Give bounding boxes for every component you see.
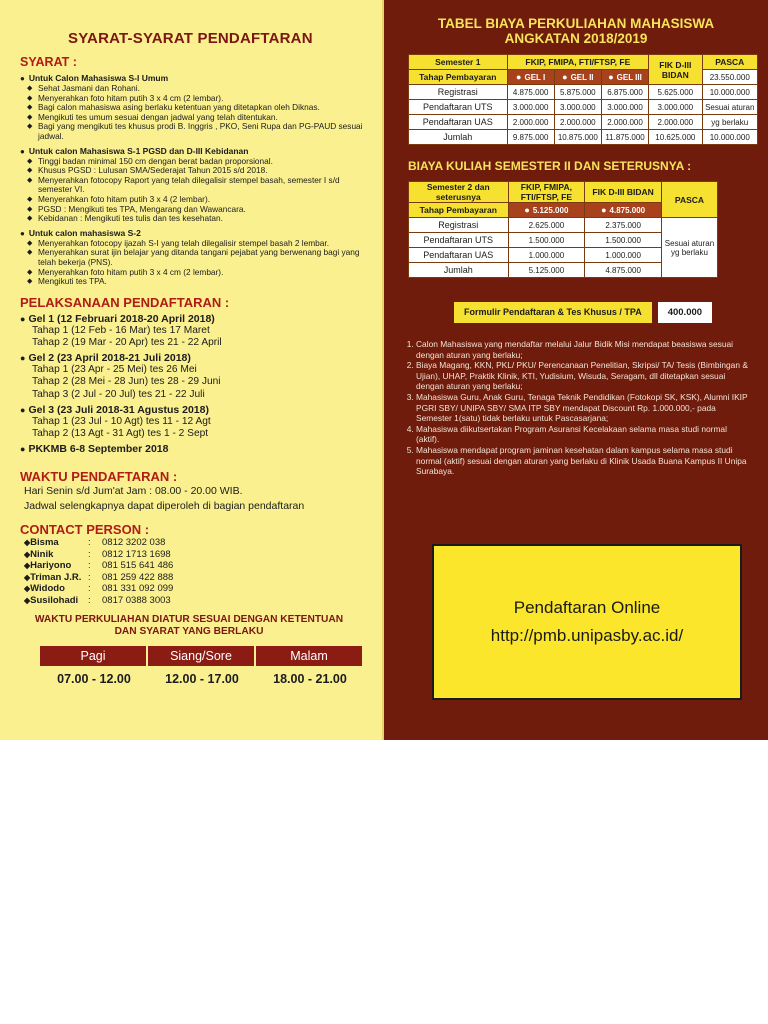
cell: 9.875.000 bbox=[507, 130, 554, 145]
cell: 3.000.000 bbox=[649, 100, 702, 115]
table-row bbox=[409, 130, 758, 145]
cell: 5.125.000 bbox=[508, 263, 585, 278]
cell: 2.000.000 bbox=[649, 115, 702, 130]
pasca-note bbox=[661, 218, 717, 278]
table-row bbox=[409, 100, 758, 115]
requirement-item: ◆ Mengikuti tes TPA. bbox=[20, 277, 368, 287]
cell: 6.875.000 bbox=[601, 85, 648, 100]
cell: 3.000.000 bbox=[507, 100, 554, 115]
semester2-fee-table bbox=[408, 181, 718, 278]
pasca-note-line: yg berlaku bbox=[671, 247, 708, 257]
col-pasca: PASCA bbox=[702, 55, 757, 70]
online-registration-link[interactable]: http://pmb.unipasby.ac.id/ bbox=[490, 626, 684, 645]
cell: 2.375.000 bbox=[585, 218, 662, 233]
fee-table-title-line: ANGKATAN 2018/2019 bbox=[504, 31, 648, 46]
gelombang-title: ● Gel 1 (12 Februari 2018-20 April 2018) bbox=[20, 313, 368, 325]
cell: 1.000.000 bbox=[585, 248, 662, 263]
lecture-time-note-line: WAKTU PERKULIAHAN DIATUR SESUAI DENGAN KETENTUAN bbox=[34, 614, 344, 626]
lecture-time-note-line: DAN SYARAT YANG BERLAKU bbox=[114, 626, 264, 638]
gelombang-title: ● Gel 3 (23 Juli 2018-31 Agustus 2018) bbox=[20, 404, 368, 416]
table-row bbox=[409, 85, 758, 100]
cell: 1.000.000 bbox=[508, 248, 585, 263]
pkkmb-title: ● PKKMB 6-8 September 2018 bbox=[20, 443, 368, 455]
note-item: 3. Mahasiswa Guru, Anak Guru, Tenaga Teknik Pendidikan (Fotokopi SK, KSK), Alumni IKIP PGRI SBY/ UNIPA SBY/ SMA ITP SBY mendapat Discount Rp. 1.000.000,- pada Semester 1(satu) tidak berlaku untuk Pascasarjana; bbox=[416, 392, 750, 424]
contact-row: ◆ Susilohadi : 0817 0388 3003 bbox=[20, 595, 368, 607]
requirement-item: ◆ Bagi calon mahasiswa asing berlaku ketentuan yang ditetapkan oleh Diknas. bbox=[20, 103, 368, 113]
online-registration-label: Pendaftaran Online bbox=[513, 598, 661, 617]
requirement-item: ◆ PGSD : Mengikuti tes TPA, Mengarang dan Wawancara. bbox=[20, 205, 368, 215]
fee-notes bbox=[406, 339, 750, 477]
contact-phone: 081 331 092 099 bbox=[102, 583, 174, 595]
requirement-item: ◆ Mengikuti tes umum sesuai dengan jadwal yang telah ditentukan. bbox=[20, 113, 368, 123]
semester-label: Semester 2 dan seterusnya bbox=[409, 182, 509, 203]
contact-phone: 0812 3202 038 bbox=[102, 537, 166, 549]
pasca-note-line: Sesuai aturan bbox=[664, 238, 715, 248]
contact-name: ◆ Triman J.R. bbox=[24, 572, 88, 584]
syarat-heading: SYARAT : bbox=[20, 55, 77, 69]
requirement-item: ◆ Khusus PGSD : Lulusan SMA/Sederajat Tahun 2015 s/d 2018. bbox=[20, 166, 368, 176]
requirement-item: ◆ Menyerahkan fotocopy ijazah S-I yang telah dilegalisir stempel basah 2 lembar. bbox=[20, 239, 368, 249]
gel-2-label: ● GEL II bbox=[554, 70, 601, 85]
tahap-line: Tahap 2 (13 Agt - 31 Agt) tes 1 - 2 Sept bbox=[32, 427, 209, 439]
col-fkip: FKIP, FMIPA, FTI/FTSP, FE bbox=[507, 55, 649, 70]
requirement-item: ◆ Menyerahkan foto hitam putih 3 x 4 cm (2 lembar). bbox=[20, 268, 368, 278]
contact-phone: 081 515 641 486 bbox=[102, 560, 174, 572]
tahap-label: Tahap Pembayaran bbox=[409, 70, 508, 85]
row-label: Pendaftaran UTS bbox=[409, 100, 508, 115]
schedule-label: Siang/Sore bbox=[148, 646, 256, 666]
requirement-item: ◆ Bagi yang mengikuti tes khusus prodi B. Inggris , PKO, Seni Rupa dan PG-PAUD sesuai jadwal. bbox=[20, 122, 368, 141]
cell: 5.625.000 bbox=[649, 85, 702, 100]
cell: 10.625.000 bbox=[649, 130, 702, 145]
contact-name: ◆ Bisma bbox=[24, 537, 88, 549]
note-item: 2. Biaya Magang, KKN, PKL/ PKU/ Perencanaan Penelitian, Skripsi/ TA/ Tesis (Bimbingan & Ujian), UHAP, Praktik Klinik, KTI, Yudisium, Wisuda, Seragam, dll ditetapkan sesuai dengan aturan yang berlaku; bbox=[416, 360, 750, 392]
cell: 4.875.000 bbox=[507, 85, 554, 100]
waktu-heading: WAKTU PENDAFTARAN : bbox=[20, 469, 178, 485]
contact-name: ◆ Susilohadi bbox=[24, 595, 88, 607]
online-registration-box bbox=[432, 544, 742, 700]
schedule-label: Pagi bbox=[40, 646, 148, 666]
requirement-item: ◆ Sehat Jasmani dan Rohani. bbox=[20, 84, 368, 94]
fee-table-title-line: TABEL BIAYA PERKULIAHAN MAHASISWA bbox=[437, 16, 715, 31]
cell: 2.000.000 bbox=[601, 115, 648, 130]
contact-name: ◆ Ninik bbox=[24, 549, 88, 561]
cell: 1.500.000 bbox=[508, 233, 585, 248]
left-panel bbox=[0, 0, 384, 740]
schedule-slot bbox=[256, 646, 364, 686]
table-row bbox=[409, 218, 718, 233]
contact-phone: 081 259 422 888 bbox=[102, 571, 174, 583]
pasca-total: 23.550.000 bbox=[702, 70, 757, 85]
row-label: Pendaftaran UAS bbox=[409, 115, 508, 130]
right-panel bbox=[384, 0, 768, 740]
tahap-line: Tahap 2 (28 Mei - 28 Jun) tes 28 - 29 Juni bbox=[32, 376, 221, 388]
group-heading: ● Untuk calon Mahasiswa S-1 PGSD dan D-III Kebidanan bbox=[20, 146, 368, 157]
gelombang-title: ● Gel 2 (23 April 2018-21 Juli 2018) bbox=[20, 352, 368, 364]
tahap-line: Tahap 1 (12 Feb - 16 Mar) tes 17 Maret bbox=[32, 324, 210, 336]
fkip-total: ● 5.125.000 bbox=[508, 203, 585, 218]
col-pasca: PASCA bbox=[661, 182, 717, 218]
requirement-item: ◆ Menyerahkan surat ijin belajar yang ditanda tangani pejabat yang berwenang bagi yang telah bekerja (PNS). bbox=[20, 248, 368, 267]
col-fik: FIK D-III BIDAN bbox=[585, 182, 662, 203]
semester-label: Semester 1 bbox=[409, 55, 508, 70]
waktu-hours: Hari Senin s/d Jum'at Jam : 08.00 - 20.00 WIB. bbox=[24, 485, 243, 498]
cell: 2.000.000 bbox=[554, 115, 601, 130]
cell: 11.875.000 bbox=[601, 130, 648, 145]
pelaksanaan-heading: PELAKSANAAN PENDAFTARAN : bbox=[20, 294, 230, 310]
contact-row: ◆ Bisma : 0812 3202 038 bbox=[20, 537, 368, 549]
tahap-line: Tahap 2 (19 Mar - 20 Apr) tes 21 - 22 April bbox=[32, 336, 222, 348]
requirement-item: ◆ Menyerahkan foto hitam putih 3 x 4 cm (2 lembar). bbox=[20, 94, 368, 104]
schedule-time: 18.00 - 21.00 bbox=[273, 672, 347, 687]
schedule-time: 07.00 - 12.00 bbox=[57, 672, 131, 687]
requirement-item: ◆ Menyerahkan foto hitam putih 3 x 4 (2 lembar). bbox=[20, 195, 368, 205]
note-item: 4. Mahasiswa diikutsertakan Program Asuransi Kecelakaan selama masa studi normal (aktif). bbox=[416, 424, 750, 445]
requirements-title: SYARAT-SYARAT PENDAFTARAN bbox=[68, 30, 313, 47]
cell: Sesuai aturan bbox=[702, 100, 757, 115]
cell: 3.000.000 bbox=[601, 100, 648, 115]
tahap-label: Tahap Pembayaran bbox=[409, 203, 509, 218]
form-fee-row bbox=[454, 302, 758, 323]
row-label: Pendaftaran UAS bbox=[409, 248, 509, 263]
note-item: 5. Mahasiswa mendapat program jaminan kesehatan dalam kampus selama masa studi normal (aktif) sesuai dengan aturan yang berlaku di Klinik Usada Buana Kampus II Unipa Surabaya. bbox=[416, 445, 750, 477]
requirement-item: ◆ Tinggi badan minimal 150 cm dengan berat badan proporsional. bbox=[20, 157, 368, 167]
waktu-schedule-note: Jadwal selengkapnya dapat diperoleh di bagian pendaftaran bbox=[24, 500, 305, 513]
lecture-time-note bbox=[20, 614, 368, 638]
table-row bbox=[409, 115, 758, 130]
contact-name: ◆ Hariyono bbox=[24, 560, 88, 572]
row-label: Pendaftaran UTS bbox=[409, 233, 509, 248]
row-label: Jumlah bbox=[409, 130, 508, 145]
cell: 5.875.000 bbox=[554, 85, 601, 100]
fee-table-title bbox=[394, 16, 758, 46]
form-fee-label: Formulir Pendaftaran & Tes Khusus / TPA bbox=[454, 302, 652, 323]
schedule-slot bbox=[40, 646, 148, 686]
contact-name: ◆ Widodo bbox=[24, 583, 88, 595]
schedule-time: 12.00 - 17.00 bbox=[165, 672, 239, 687]
cell: 2.625.000 bbox=[508, 218, 585, 233]
fik-total: ● 4.875.000 bbox=[585, 203, 662, 218]
group-heading: ● Untuk calon mahasiswa S-2 bbox=[20, 228, 368, 239]
semester1-fee-table bbox=[408, 54, 758, 145]
class-schedule bbox=[40, 646, 368, 686]
form-fee-value: 400.000 bbox=[658, 302, 712, 323]
row-label: Jumlah bbox=[409, 263, 509, 278]
contact-row: ◆ Triman J.R. : 081 259 422 888 bbox=[20, 572, 368, 584]
col-fkip: FKIP, FMIPA, FTI/FTSP, FE bbox=[508, 182, 585, 203]
group-heading: ● Untuk Calon Mahasiswa S-I Umum bbox=[20, 73, 368, 84]
row-label: Registrasi bbox=[409, 218, 509, 233]
cell: 3.000.000 bbox=[554, 100, 601, 115]
tahap-line: Tahap 1 (23 Jul - 10 Agt) tes 11 - 12 Agt bbox=[32, 415, 211, 427]
row-label: Registrasi bbox=[409, 85, 508, 100]
cell: 10.875.000 bbox=[554, 130, 601, 145]
cell: 2.000.000 bbox=[507, 115, 554, 130]
schedule-label: Malam bbox=[256, 646, 364, 666]
gel-1-label: ● GEL I bbox=[507, 70, 554, 85]
contact-phone: 0812 1713 1698 bbox=[102, 548, 171, 560]
note-item: 1. Calon Mahasiswa yang mendaftar melalui Jalur Bidik Misi mendapat beasiswa sesuai dengan aturan yang berlaku; bbox=[416, 339, 750, 360]
contact-row: ◆ Ninik : 0812 1713 1698 bbox=[20, 549, 368, 561]
contact-row: ◆ Hariyono : 081 515 641 486 bbox=[20, 560, 368, 572]
semester2-title: BIAYA KULIAH SEMESTER II DAN SETERUSNYA : bbox=[408, 159, 692, 173]
cell: 1.500.000 bbox=[585, 233, 662, 248]
cell: 10.000.000 bbox=[702, 85, 757, 100]
col-fik: FIK D-III BIDAN bbox=[649, 55, 702, 85]
contact-row: ◆ Widodo : 081 331 092 099 bbox=[20, 583, 368, 595]
contact-phone: 0817 0388 3003 bbox=[102, 594, 171, 606]
contact-heading: CONTACT PERSON : bbox=[20, 522, 150, 538]
schedule-slot bbox=[148, 646, 256, 686]
cell: 10.000.000 bbox=[702, 130, 757, 145]
tahap-line: Tahap 3 (2 Jul - 20 Jul) tes 21 - 22 Juli bbox=[32, 388, 205, 400]
requirement-item: ◆ Kebidanan : Mengikuti tes tulis dan tes kesehatan. bbox=[20, 214, 368, 224]
cell: yg berlaku bbox=[702, 115, 757, 130]
cell: 4.875.000 bbox=[585, 263, 662, 278]
gel-3-label: ● GEL III bbox=[601, 70, 648, 85]
tahap-line: Tahap 1 (23 Apr - 25 Mei) tes 26 Mei bbox=[32, 364, 197, 376]
requirement-item: ◆ Menyerahkan fotocopy Raport yang telah dilegalisir stempel basah, semester I s/d semester VI. bbox=[20, 176, 368, 195]
